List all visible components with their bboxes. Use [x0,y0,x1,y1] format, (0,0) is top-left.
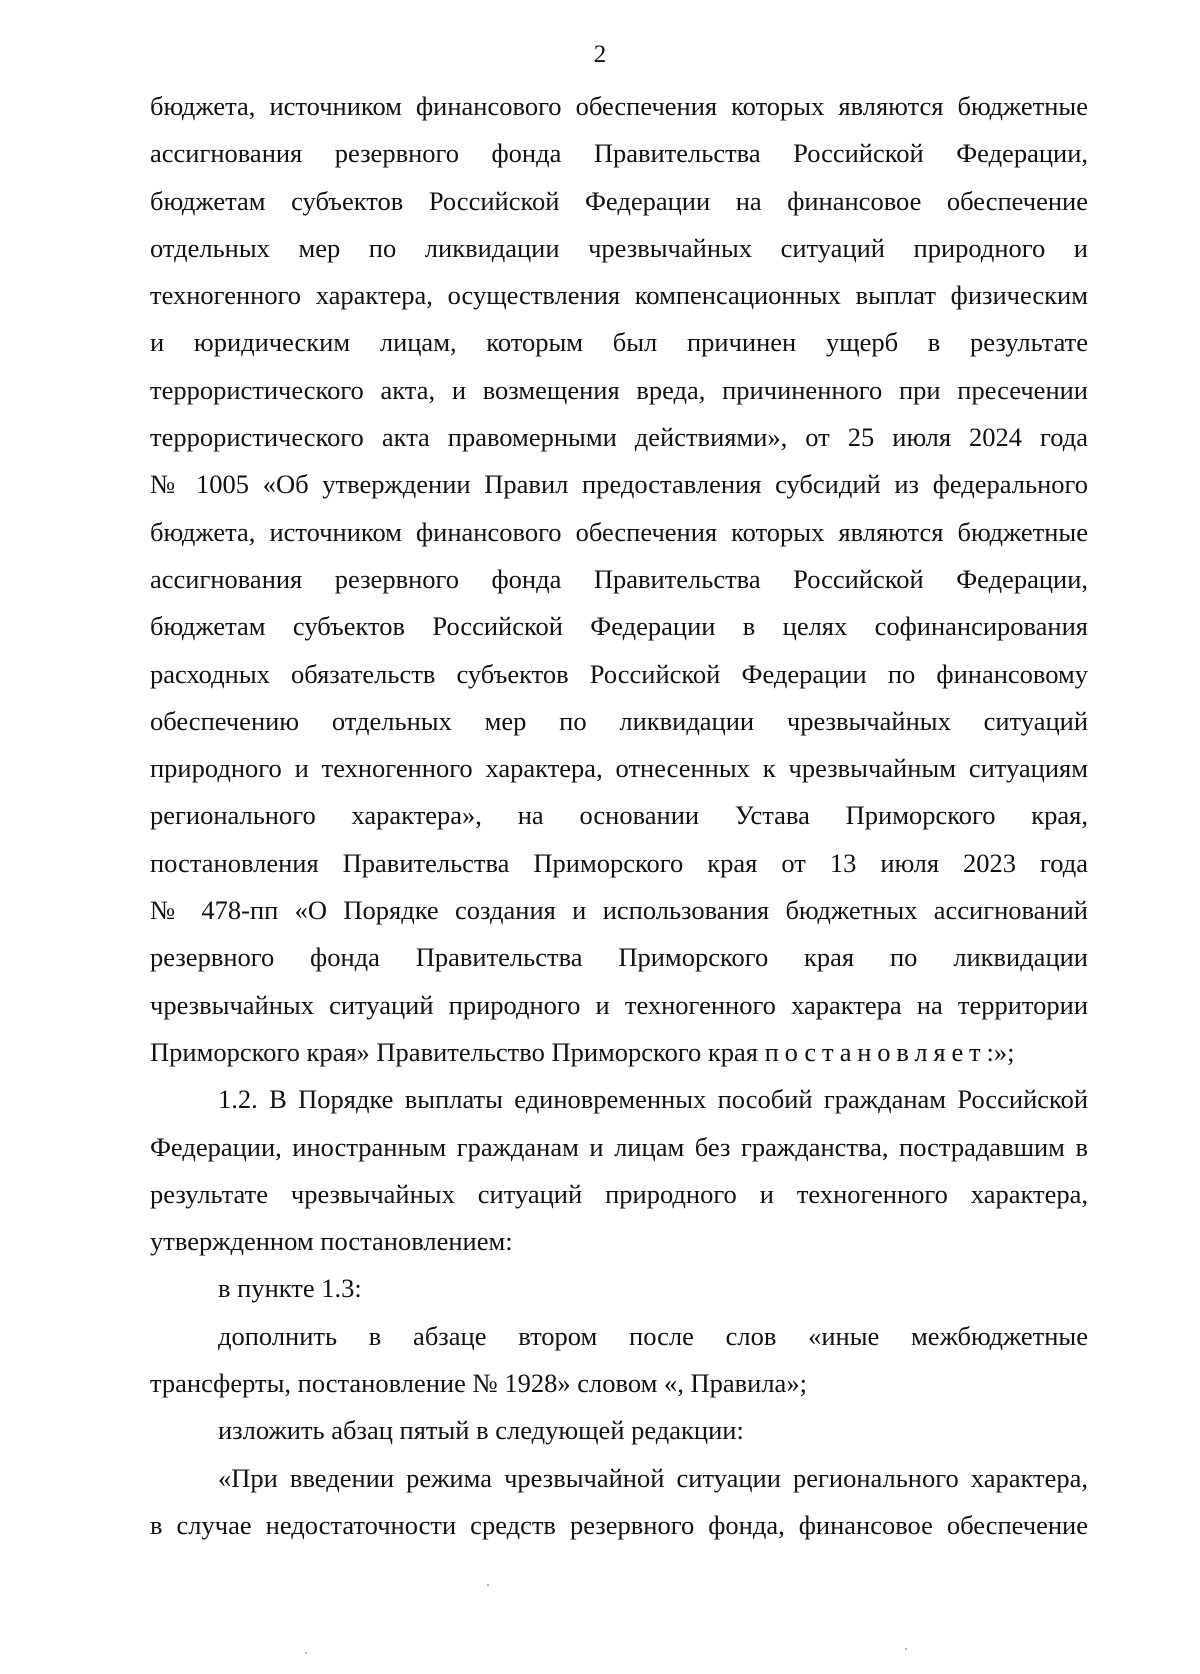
text-line [150,272,1088,319]
text-line [150,1076,1088,1123]
text-line-content: в пункте 1.3: [218,1273,362,1304]
scan-speck [905,1648,907,1650]
text-line-content: террористического акта, и возмещения вреда, причиненного при пресечении [150,374,1088,405]
text-line-content: бюджета, источником финансового обеспечения которых являются бюджетные [150,91,1088,121]
text-line [150,1265,1088,1312]
text-line [150,792,1088,839]
text-line-content: бюджета, источником финансового обеспечения которых являются бюджетные [150,516,1088,547]
text-line-content: дополнить в абзаце втором после слов «иные межбюджетные [218,1320,1088,1351]
text-line [150,130,1088,177]
text-line-tail: :»; [986,1036,1015,1067]
text-line [150,1455,1088,1502]
text-line-content: Федерации, иностранным гражданам и лицам без гражданства, пострадавшим в [150,1131,1088,1162]
text-line [150,1407,1088,1454]
text-line [150,1029,1088,1076]
text-line [150,178,1088,225]
text-line-content: террористического акта правомерными действиями», от 25 июля 2024 года [150,422,1088,453]
text-line-content: техногенного характера, осуществления компенсационных выплат физическим [150,280,1088,311]
text-line [150,319,1088,366]
text-line-content: № 1005 «Об утверждении Правил предоставления субсидий из федерального [150,469,1088,500]
text-line [150,1360,1088,1407]
text-line [150,461,1088,508]
text-line [150,651,1088,698]
spaced-emphasis-word: постановляет [764,1036,987,1067]
page-number: 2 [593,41,607,68]
text-line [150,225,1088,272]
text-line-content: утвержденном постановлением: [150,1226,513,1257]
text-line-content: резервного фонда Правительства Приморского края по ликвидации [150,942,1088,973]
text-line-content: ассигнования резервного фонда Правительства Российской Федерации, [150,563,1088,594]
text-line-content: ассигнования резервного фонда Правительства Российской Федерации, [150,138,1088,169]
text-line-content: расходных обязательств субъектов Российской Федерации по финансовому [150,658,1088,689]
text-line-content: обеспечению отдельных мер по ликвидации чрезвычайных ситуаций [150,705,1088,736]
text-line [150,83,1088,130]
text-line-content: результате чрезвычайных ситуаций природного и техногенного характера, [150,1178,1088,1209]
text-line-content: бюджетам субъектов Российской Федерации в целях софинансирования [150,611,1088,642]
document-body [150,83,1088,1549]
text-line [150,934,1088,981]
text-line-content: регионального характера», на основании Устава Приморского края, [150,800,1088,831]
text-line [150,367,1088,414]
text-line [150,745,1088,792]
text-line-content: и юридическим лицам, которым был причинен ущерб в результате [150,327,1088,358]
text-line [150,1218,1088,1265]
text-line-content: бюджетам субъектов Российской Федерации на финансовое обеспечение [150,185,1088,216]
text-line [150,414,1088,461]
text-line-content: в случае недостаточности средств резервного фонда, финансовое обеспечение [150,1509,1088,1540]
text-line [150,603,1088,650]
text-line [150,556,1088,603]
text-line-content: Приморского края» Правительство Приморского края [150,1036,765,1067]
text-line-content: отдельных мер по ликвидации чрезвычайных ситуаций природного и [150,232,1088,263]
text-line-content: «При введении режима чрезвычайной ситуации регионального характера, [218,1462,1088,1493]
text-line-content: № 478-пп «О Порядке создания и использования бюджетных ассигнований [150,895,1088,926]
text-line-content: изложить абзац пятый в следующей редакции: [218,1415,744,1446]
text-line [150,698,1088,745]
text-line-content: трансферты, постановление № 1928» словом «, Правила»; [150,1368,807,1399]
text-line [150,509,1088,556]
text-line [150,840,1088,887]
text-line [150,982,1088,1029]
text-line-content: 1.2. В Порядке выплаты единовременных пособий гражданам Российской [218,1084,1088,1115]
text-line [150,1124,1088,1171]
text-line [150,1171,1088,1218]
scan-speck [487,1584,489,1586]
scan-speck [305,1652,307,1654]
text-line-content: постановления Правительства Приморского края от 13 июля 2023 года [150,847,1088,878]
text-line [150,887,1088,934]
text-line [150,1502,1088,1549]
text-line-content: природного и техногенного характера, отнесенных к чрезвычайным ситуациям [150,753,1088,784]
text-line-content: чрезвычайных ситуаций природного и техногенного характера на территории [150,989,1088,1020]
text-line [150,1313,1088,1360]
